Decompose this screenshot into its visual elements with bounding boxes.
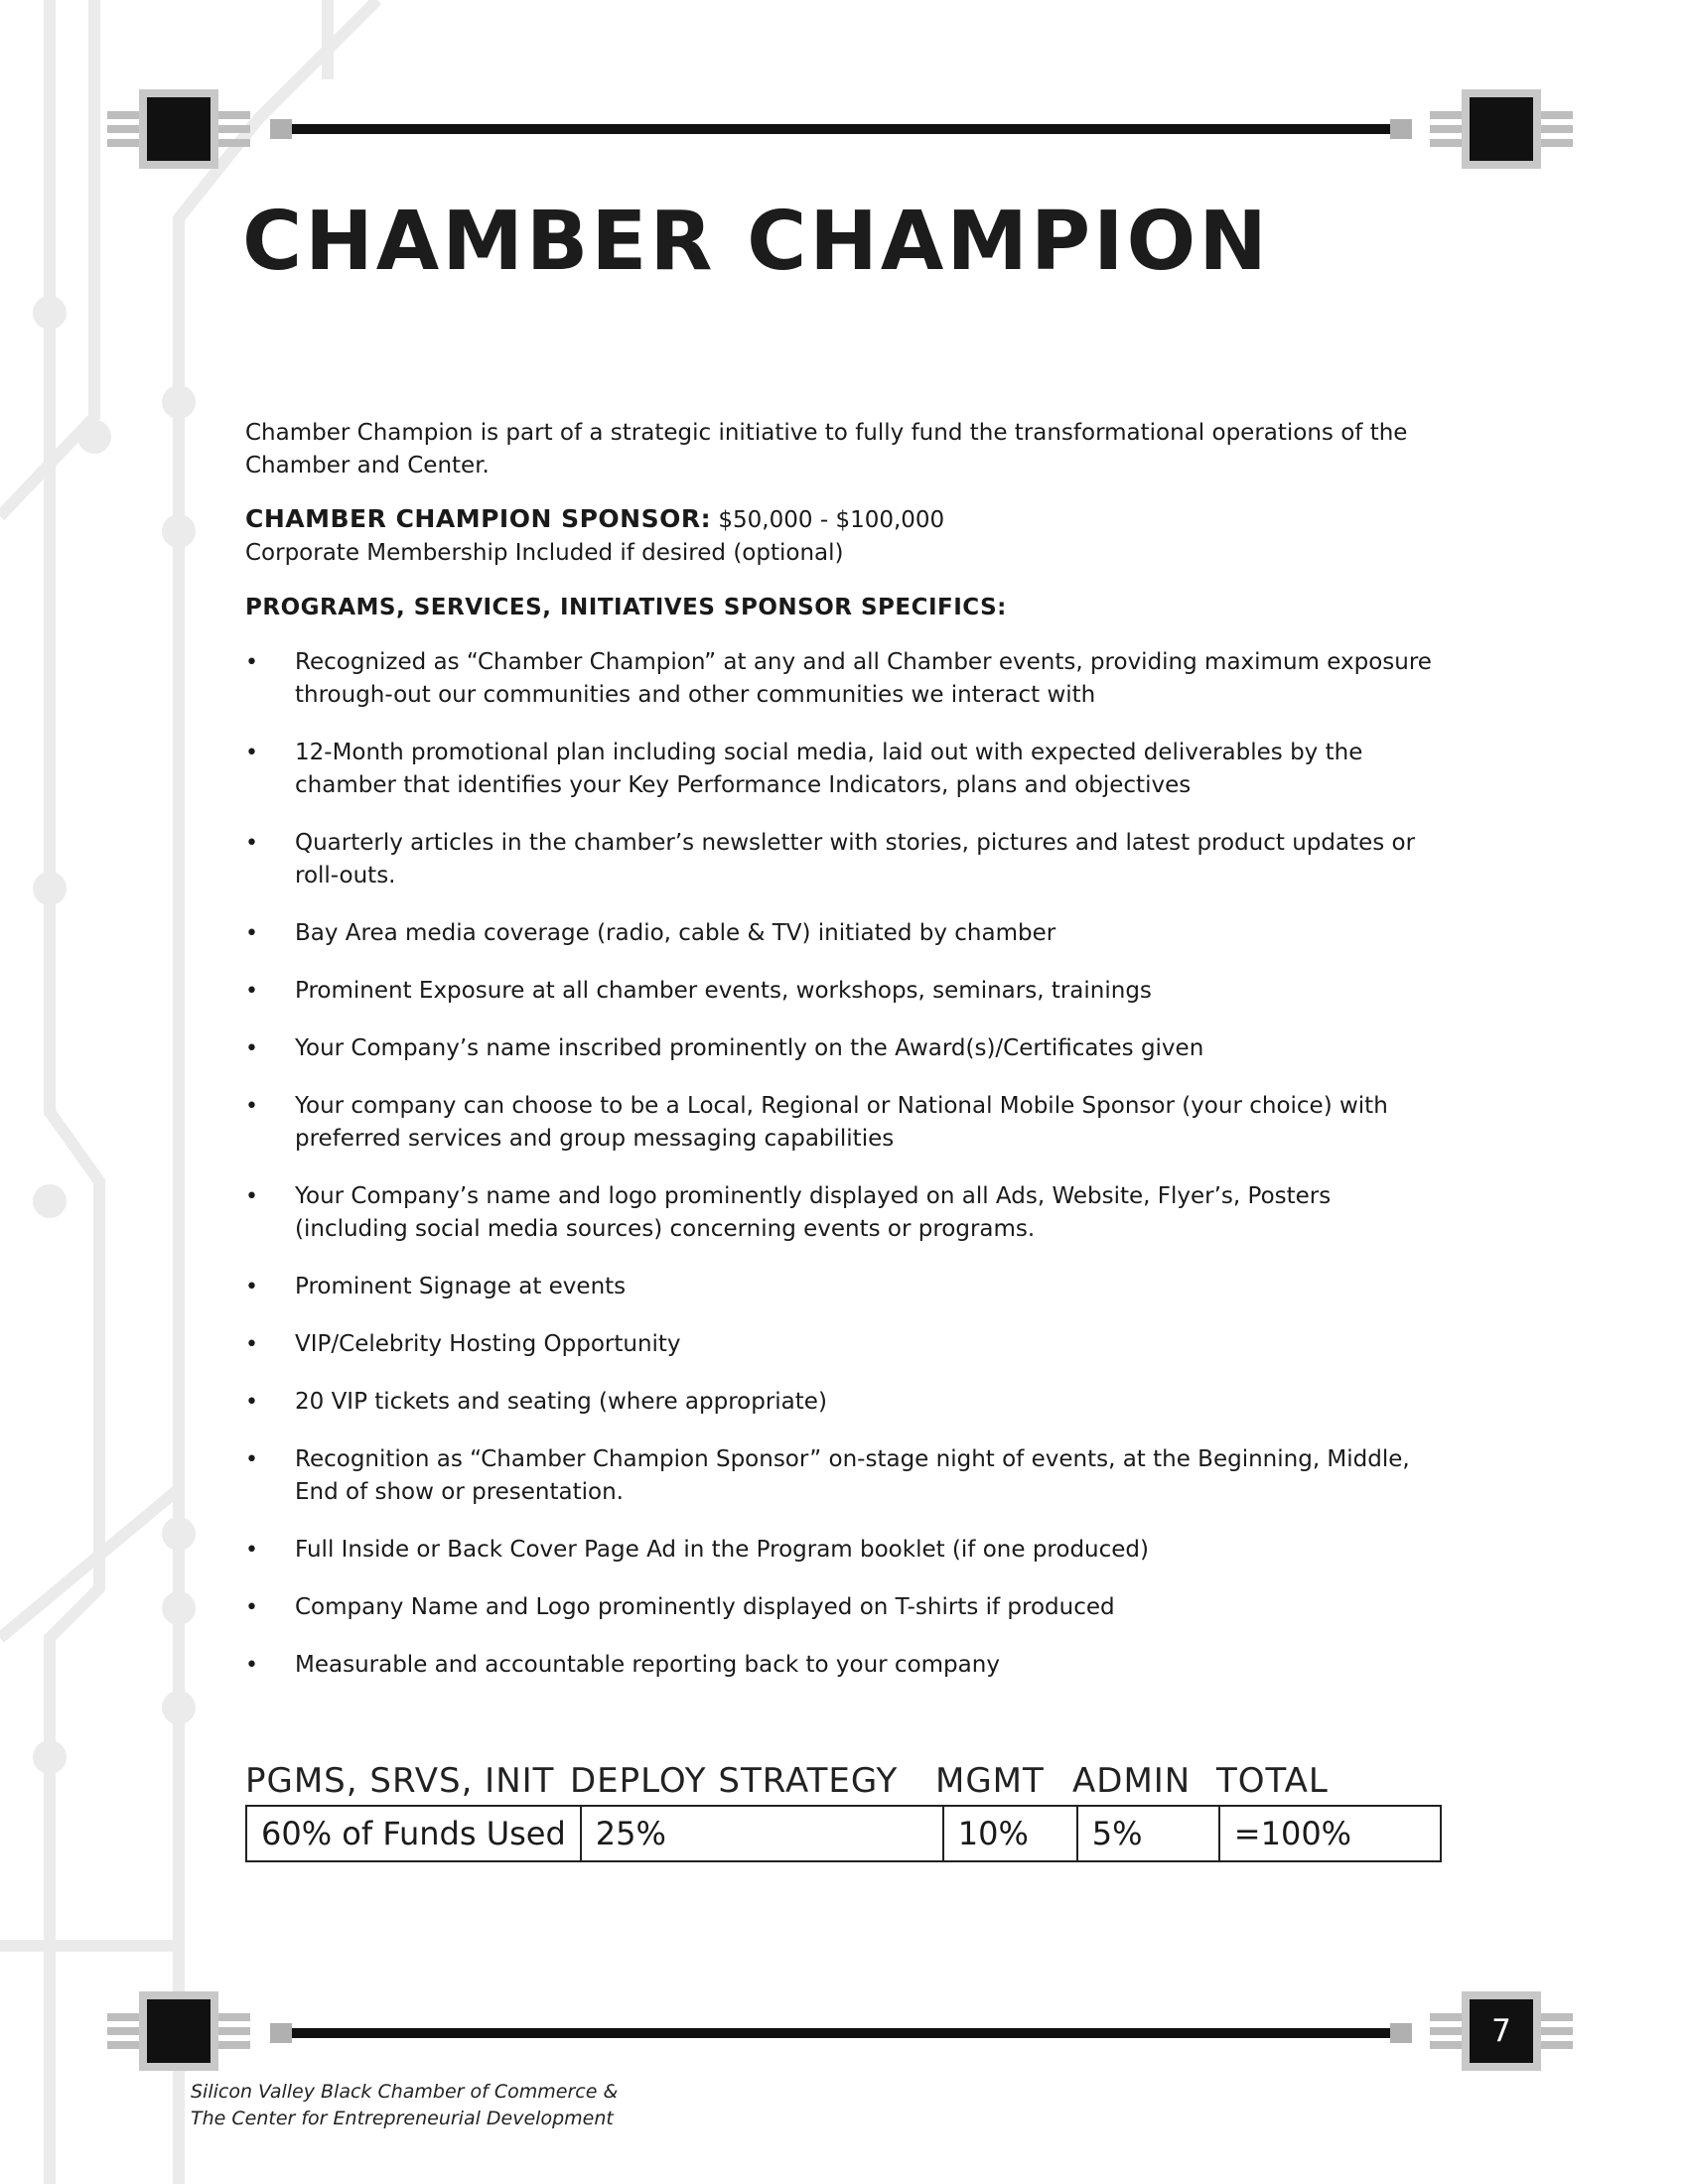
header-divider <box>270 124 1412 134</box>
budget-allocation <box>245 1761 1442 1862</box>
main-content <box>245 417 1437 1706</box>
footer-line: The Center for Entrepreneurial Development <box>191 2108 614 2129</box>
budget-header-cell: ADMIN <box>1072 1761 1192 1801</box>
list-item: • Prominent Exposure at all chamber events, workshops, seminars, trainings <box>245 975 1437 1008</box>
footer <box>191 2079 618 2132</box>
budget-header-cell: DEPLOY STRATEGY <box>570 1761 899 1801</box>
page-number: 7 <box>1470 1999 1533 2063</box>
table-cell: 25% <box>581 1806 943 1861</box>
table-cell: 5% <box>1077 1806 1219 1861</box>
list-item: • Your company can choose to be a Local, Regional or National Mobile Sponsor (your choice) with preferred services and group messaging capabilities <box>245 1090 1437 1156</box>
budget-header-cell: MGMT <box>935 1761 1045 1801</box>
list-item: • Bay Area media coverage (radio, cable & TV) initiated by chamber <box>245 917 1437 950</box>
footer-divider <box>270 2028 1412 2038</box>
list-item: • Company Name and Logo prominently displayed on T-shirts if produced <box>245 1591 1437 1624</box>
list-item: • Your Company’s name and logo prominently displayed on all Ads, Website, Flyer’s, Posters (including social media sources) concerning events or programs. <box>245 1180 1437 1246</box>
list-item: • Measurable and accountable reporting back to your company <box>245 1649 1437 1682</box>
list-item: • VIP/Celebrity Hosting Opportunity <box>245 1328 1437 1361</box>
specifics-heading: PROGRAMS, SERVICES, INITIATIVES SPONSOR SPECIFICS: <box>245 595 1007 620</box>
budget-header-cell: PGMS, SRVS, INIT <box>245 1761 555 1801</box>
intro-paragraph: Chamber Champion is part of a strategic initiative to fully fund the transformational operations of the Chamber and Center. <box>245 420 1408 478</box>
sponsor-line <box>245 502 1437 537</box>
list-item: • Recognized as “Chamber Champion” at any and all Chamber events, providing maximum exposure through-out our communities and other communities we interact with <box>245 646 1437 712</box>
list-item: • Quarterly articles in the chamber’s newsletter with stories, pictures and latest product updates or roll-outs. <box>245 827 1437 892</box>
sponsor-heading: CHAMBER CHAMPION SPONSOR: <box>245 504 712 533</box>
list-item: • Recognition as “Chamber Champion Sponsor” on-stage night of events, at the Beginning, Middle, End of show or presentation. <box>245 1443 1437 1509</box>
footer-line: Silicon Valley Black Chamber of Commerce & <box>191 2081 619 2103</box>
list-item: • Prominent Signage at events <box>245 1271 1437 1303</box>
list-item: • 12-Month promotional plan including social media, laid out with expected deliverables by the chamber that identifies your Key Performance Indicators, plans and objectives <box>245 737 1437 802</box>
table-cell: 60% of Funds Used <box>246 1806 581 1861</box>
list-item: • Full Inside or Back Cover Page Ad in the Program booklet (if one produced) <box>245 1534 1437 1567</box>
table-row <box>246 1806 1441 1861</box>
sponsor-note: Corporate Membership Included if desired (optional) <box>245 540 844 566</box>
chip-icon <box>107 1991 250 2087</box>
list-item: • Your Company’s name inscribed prominently on the Award(s)/Certificates given <box>245 1032 1437 1065</box>
table-cell: 10% <box>943 1806 1077 1861</box>
page-number-chip <box>1430 1991 1573 2087</box>
budget-table <box>245 1805 1442 1862</box>
budget-header-cell: TOTAL <box>1216 1761 1329 1801</box>
benefits-list <box>245 646 1437 1682</box>
budget-header-row <box>245 1761 1442 1801</box>
chip-icon <box>107 89 250 185</box>
sponsor-amount: $50,000 - $100,000 <box>718 507 945 533</box>
chip-icon <box>1430 89 1573 185</box>
list-item: • 20 VIP tickets and seating (where appropriate) <box>245 1386 1437 1419</box>
table-cell: =100% <box>1219 1806 1441 1861</box>
page-title: CHAMBER CHAMPION <box>242 195 1270 289</box>
